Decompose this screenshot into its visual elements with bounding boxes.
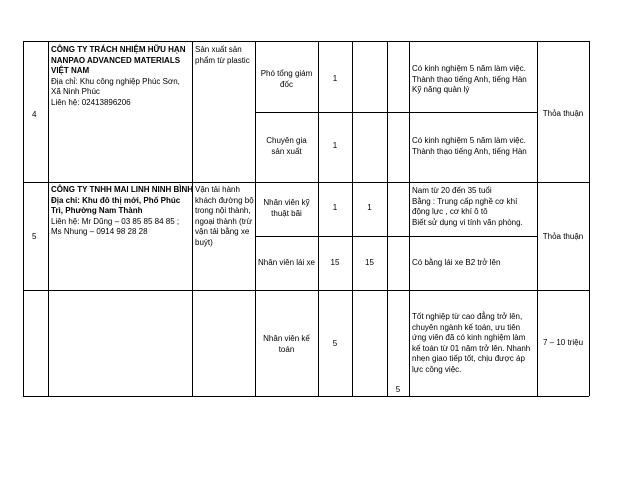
position-quantity: 1 bbox=[332, 141, 338, 150]
company-address: Địa chỉ: Khu công nghiệp Phúc Sơn, bbox=[51, 76, 180, 86]
position-quantity-extra: 5 bbox=[395, 385, 401, 394]
position-title: Chuyên gia bbox=[266, 136, 307, 145]
position-title: Phó tổng giám bbox=[260, 69, 313, 78]
row-divider bbox=[23, 290, 589, 291]
company-name: CÔNG TY TRÁCH NHIỆM HỮU HẠN bbox=[51, 45, 186, 54]
row-divider bbox=[255, 236, 537, 237]
row-divider bbox=[255, 112, 537, 113]
requirement-line: Thành thạo tiếng Anh, tiếng Hàn bbox=[412, 74, 527, 84]
requirement-line: chuyên ngành kế toán, ưu tiên bbox=[412, 322, 521, 332]
requirement-line: Nam từ 20 đến 35 tuổi bbox=[412, 186, 492, 195]
company-name: NANPAO ADVANCED MATERIALS bbox=[51, 55, 181, 65]
position-title: thuật bãi bbox=[271, 208, 302, 218]
position-title: sản xuất bbox=[271, 146, 302, 156]
requirement-line: động lực , cơ khí ô tô bbox=[412, 207, 488, 216]
company-contact: Liên hệ: 02413896206 bbox=[51, 97, 131, 107]
company-name: VIỆT NAM bbox=[51, 66, 90, 75]
business-field: Sản xuất sản bbox=[195, 45, 242, 54]
salary: 7 – 10 triệu bbox=[542, 338, 584, 347]
business-field: ngoại thành (trừ bbox=[195, 216, 252, 226]
requirement-line: nhẹn giao tiếp tốt, chịu được áp bbox=[412, 354, 525, 363]
business-field: khách đường bộ bbox=[195, 195, 254, 205]
salary: Thỏa thuận bbox=[542, 232, 584, 241]
business-field: Vận tải hành bbox=[195, 185, 240, 194]
position-quantity: 1 bbox=[332, 74, 338, 83]
row-number: 4 bbox=[32, 110, 37, 119]
requirement-line: Tốt nghiệp từ cao đẳng trở lên, bbox=[412, 312, 523, 321]
position-title: Nhân viên lái xe bbox=[258, 258, 315, 267]
business-field: buýt) bbox=[195, 237, 213, 247]
requirement-line: Bằng : Trung cấp nghề cơ khí bbox=[412, 196, 518, 206]
requirement-line: ứng viên đã có kinh nghiệm làm bbox=[412, 333, 526, 342]
col-divider bbox=[409, 41, 410, 396]
requirement-line: Có kinh nghiệm 5 năm làm việc. bbox=[412, 136, 526, 145]
col-divider bbox=[352, 41, 353, 396]
requirement-line: Có bằng lái xe B2 trở lên bbox=[412, 258, 501, 267]
position-title: đốc bbox=[280, 79, 293, 89]
row-number: 5 bbox=[32, 232, 37, 241]
col-divider bbox=[387, 41, 388, 396]
requirement-line: lực công việc. bbox=[412, 364, 462, 374]
position-title: toán bbox=[278, 344, 295, 354]
salary: Thỏa thuận bbox=[542, 109, 584, 118]
company-address: Địa chỉ: Khu đô thị mới, Phố Phúc bbox=[51, 195, 181, 205]
table-top-border bbox=[23, 41, 589, 42]
position-quantity-extra: 15 bbox=[365, 258, 374, 267]
position-quantity: 5 bbox=[332, 339, 338, 348]
position-title: Nhân viên kế bbox=[263, 334, 310, 343]
col-divider bbox=[48, 41, 49, 396]
company-name: CÔNG TY TNHH MAI LINH NINH BÌNH bbox=[51, 185, 194, 194]
col-divider bbox=[589, 41, 590, 396]
requirement-line: Kỹ năng quản lý bbox=[412, 85, 470, 94]
business-field: trong nội thành, bbox=[195, 206, 251, 215]
company-address: Trì, Phường Nam Thành bbox=[51, 206, 143, 215]
requirement-line: kế toán từ 01 năm trở lên. Nhanh bbox=[412, 343, 531, 353]
position-quantity: 1 bbox=[332, 203, 338, 212]
requirement-line: Có kinh nghiệm 5 năm làm việc. bbox=[412, 64, 526, 73]
company-address: Xã Ninh Phúc bbox=[51, 87, 100, 96]
company-contact: Liên hệ: Mr Dũng – 03 85 85 84 85 ; bbox=[51, 216, 180, 226]
position-quantity: 15 bbox=[330, 258, 340, 267]
requirement-line: Thành thạo tiếng Anh, tiếng Hàn bbox=[412, 146, 527, 156]
position-quantity-extra: 1 bbox=[367, 203, 372, 212]
position-title: Nhân viên kỹ bbox=[263, 198, 310, 207]
row-divider bbox=[23, 182, 589, 183]
business-field: phẩm từ plastic bbox=[195, 55, 250, 65]
col-divider bbox=[23, 41, 24, 396]
business-field: vận tải bằng xe bbox=[195, 227, 250, 236]
requirement-line: Biết sử dụng vi tính văn phòng. bbox=[412, 217, 523, 227]
col-divider bbox=[192, 41, 193, 396]
company-contact: Ms Nhung – 0914 98 28 28 bbox=[51, 227, 148, 236]
table-bottom-border bbox=[23, 396, 589, 397]
